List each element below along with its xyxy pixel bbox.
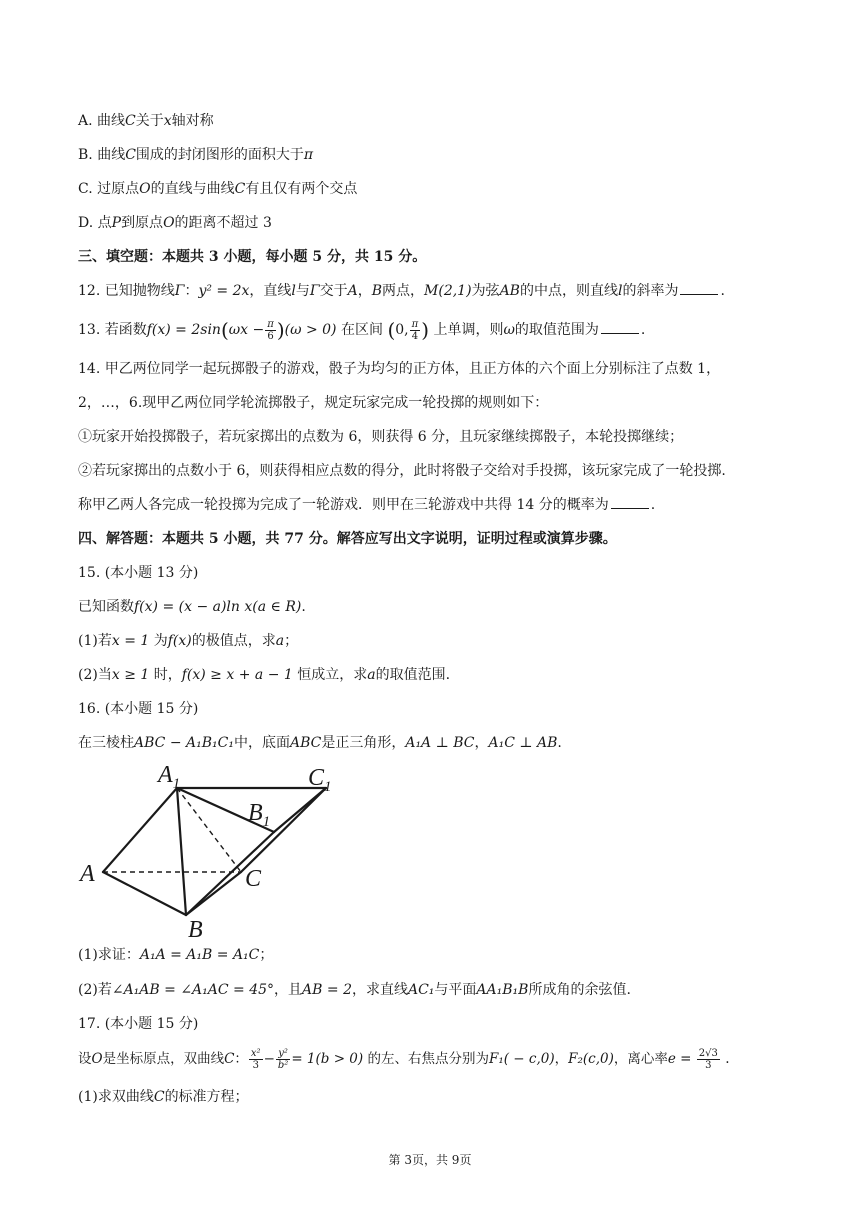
prism-figure bbox=[76, 760, 346, 940]
hidden-edge-a1-c bbox=[177, 788, 241, 872]
question-14-rule-1: ①玩家开始投掷骰子，若玩家掷出的点数为 6，则获得 6 分，且玩家继续掷骰子，本轮投掷继续； bbox=[78, 429, 684, 445]
option-c: C. 过原点O的直线与曲线C有且仅有两个交点 bbox=[78, 181, 358, 197]
answer-blank[interactable] bbox=[601, 321, 639, 334]
question-12: 12. 已知抛物线Γ：y² = 2x，直线l与Γ交于A，B两点，M(2,1)为弦AB的中点，则直线l的斜率为 . bbox=[78, 283, 725, 299]
question-17-stem: 设O是坐标原点，双曲线C： $\frac{\text{x²}}{3}$ − $\frac{\text{y²}}{\text{b²}}$ = 1(b > 0) 的左、右焦点分别为F₁( − c,0)，F₂(c,0)，离心率e = $\frac{2√3}{3}$ . bbox=[78, 1048, 730, 1071]
question-15-title: 15. (本小题 13 分) bbox=[78, 565, 199, 581]
edge-a1-b bbox=[177, 788, 186, 915]
question-14-line-1: 14. 甲乙两位同学一起玩掷骰子的游戏，骰子为均匀的正方体，且正方体的六个面上分别标注了点数 1， bbox=[78, 361, 721, 377]
option-d: D. 点P到原点O的距离不超过 3 bbox=[78, 215, 272, 231]
question-14-line-5: 称甲乙两人各完成一轮投掷为完成了一轮游戏．则甲在三轮游戏中共得 14 分的概率为 . bbox=[78, 497, 656, 513]
question-16-part-1: (1)求证：A₁A = A₁B = A₁C； bbox=[78, 947, 274, 963]
question-16-part-2: (2)若∠A₁AB = ∠A₁AC = 45°，且AB = 2，求直线AC₁与平面AA₁B₁B所成角的余弦值. bbox=[78, 982, 631, 998]
edge-b1-c1 bbox=[274, 788, 326, 832]
question-15-part-2: (2)当x ≥ 1 时，f(x) ≥ x + a − 1 恒成立，求a的取值范围. bbox=[78, 667, 451, 683]
label-b1: $B_1$ bbox=[248, 800, 271, 830]
answer-blank[interactable] bbox=[680, 282, 718, 295]
question-16-title: 16. (本小题 15 分) bbox=[78, 701, 199, 717]
question-13: 13. 若函数f(x) = 2sin(ωx − $\frac{\pi}{6}$ )(ω > 0) 在区间 (0, $\frac{\pi}{4}$ ) 上单调，则ω的取值范围为 . bbox=[78, 318, 646, 342]
label-c: C bbox=[245, 866, 262, 892]
label-c1: $C_1$ bbox=[308, 765, 332, 795]
edge-a1-a bbox=[103, 788, 177, 872]
question-17-part-1: (1)求双曲线C的标准方程； bbox=[78, 1089, 249, 1105]
question-16-stem: 在三棱柱ABC − A₁B₁C₁中，底面ABC是正三角形，A₁A ⊥ BC，A₁C ⊥ AB. bbox=[78, 735, 562, 751]
section-4-heading: 四、解答题：本题共 5 小题，共 77 分。解答应写出文字说明，证明过程或演算步骤。 bbox=[78, 531, 617, 547]
question-15-part-1: (1)若x = 1 为f(x)的极值点，求a； bbox=[78, 633, 299, 649]
question-15-stem: 已知函数f(x) = (x − a)ln x(a ∈ R). bbox=[78, 599, 306, 615]
question-14-line-2: 2，…，6.现甲乙两位同学轮流掷骰子，规定玩家完成一轮投掷的规则如下： bbox=[78, 395, 549, 411]
option-b: B. 曲线C围成的封闭图形的面积大于π bbox=[78, 147, 314, 163]
label-b: B bbox=[188, 917, 203, 940]
question-17-title: 17. (本小题 15 分) bbox=[78, 1016, 199, 1032]
option-a: A. 曲线C关于x轴对称 bbox=[78, 113, 214, 129]
edge-a-b bbox=[103, 872, 186, 915]
label-a: A bbox=[80, 861, 95, 887]
answer-blank[interactable] bbox=[611, 496, 649, 509]
page-footer: 第 3页，共 9页 bbox=[388, 1153, 472, 1167]
section-3-heading: 三、填空题：本题共 3 小题，每小题 5 分，共 15 分。 bbox=[78, 249, 427, 265]
label-a1: $A_1$ bbox=[158, 762, 181, 792]
question-14-rule-2: ②若玩家掷出的点数小于 6，则获得相应点数的得分，此时将骰子交给对手投掷，该玩家完成了一轮投掷. bbox=[78, 463, 726, 479]
